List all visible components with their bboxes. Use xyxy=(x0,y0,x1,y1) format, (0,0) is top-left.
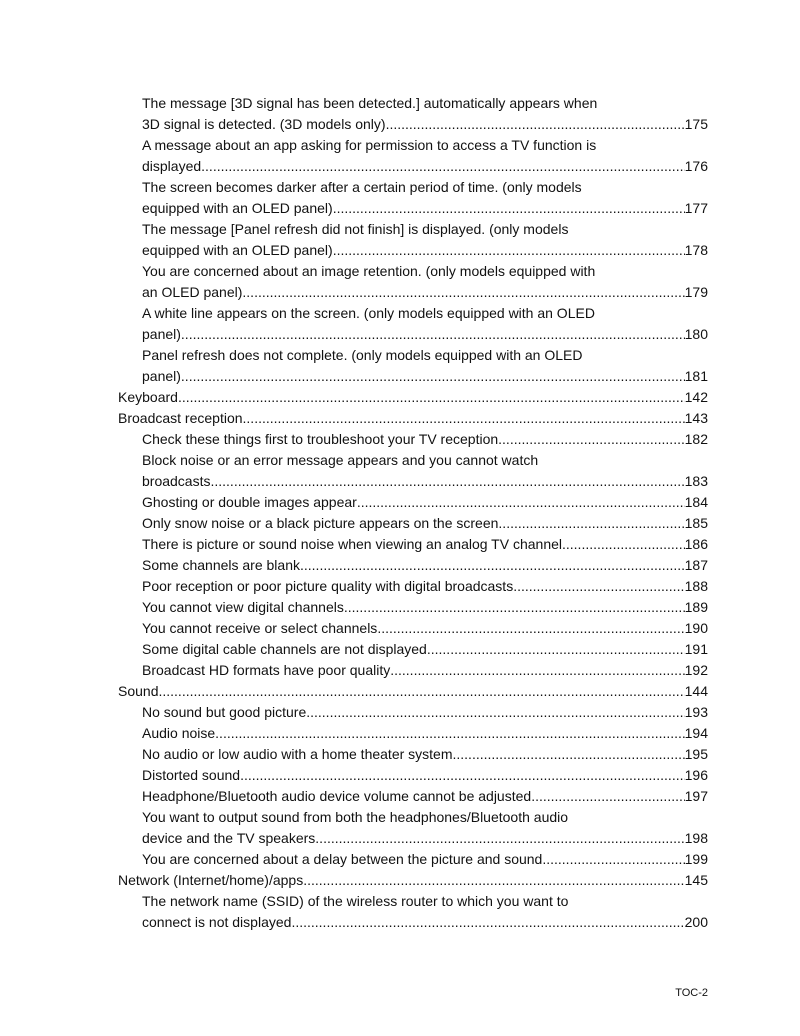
toc-entry-title: A white line appears on the screen. (only models equipped with an OLED xyxy=(142,305,595,321)
toc-entry[interactable] xyxy=(118,387,708,408)
toc-entry-title: A message about an app asking for permission to access a TV function is xyxy=(142,137,597,153)
toc-entry-title: You are concerned about an image retention. (only models equipped with xyxy=(142,263,596,279)
toc-entry-title: Headphone/Bluetooth audio device volume cannot be adjusted xyxy=(142,788,532,804)
toc-entry-line xyxy=(118,135,708,156)
toc-entry-title: panel) xyxy=(142,326,181,342)
toc-entry-title: equipped with an OLED panel) xyxy=(142,200,333,216)
toc-entry-title: Block noise or an error message appears and you cannot watch xyxy=(142,452,539,468)
toc-entry[interactable] xyxy=(118,534,708,555)
toc-entry-title: Broadcast HD formats have poor quality xyxy=(142,662,391,678)
toc-entry[interactable] xyxy=(118,660,708,681)
toc-entry[interactable] xyxy=(118,723,708,744)
toc-page-number: 191 xyxy=(684,641,708,657)
toc-entry-final-line xyxy=(118,408,708,429)
toc-entry-line xyxy=(118,891,708,912)
dot-leader xyxy=(210,471,684,492)
toc-entry-final-line xyxy=(118,429,708,450)
toc-entry[interactable] xyxy=(118,408,708,429)
dot-leader xyxy=(427,639,685,660)
toc-entry-title: Some digital cable channels are not displayed xyxy=(142,641,427,657)
toc-entry-line xyxy=(118,261,708,282)
toc-entry[interactable] xyxy=(118,681,708,702)
dot-leader xyxy=(542,849,684,870)
toc-entry-final-line xyxy=(118,786,708,807)
toc-entry[interactable] xyxy=(118,135,708,177)
dot-leader xyxy=(306,702,684,723)
toc-entry[interactable] xyxy=(118,345,708,387)
toc-entry-final-line xyxy=(118,597,708,618)
toc-entry-final-line xyxy=(118,765,708,786)
toc-entry[interactable] xyxy=(118,849,708,870)
toc-page-number: 144 xyxy=(684,683,708,699)
dot-leader xyxy=(201,156,684,177)
toc-entry-title: device and the TV speakers xyxy=(142,830,316,846)
dot-leader xyxy=(562,534,685,555)
toc-entry-title: No audio or low audio with a home theater system xyxy=(142,746,453,762)
toc-page-number: 188 xyxy=(684,578,708,594)
dot-leader xyxy=(181,324,685,345)
toc-page-number: 180 xyxy=(684,326,708,342)
dot-leader xyxy=(291,912,684,933)
dot-leader xyxy=(333,240,685,261)
toc-entry-final-line xyxy=(118,639,708,660)
toc-entry-title: Audio noise xyxy=(142,725,216,741)
toc-entry-final-line xyxy=(118,912,708,933)
toc-entry-final-line xyxy=(118,156,708,177)
toc-entry-final-line xyxy=(118,240,708,261)
toc-entry-final-line xyxy=(118,492,708,513)
toc-entry-line xyxy=(118,345,708,366)
toc-entry-title: displayed xyxy=(142,158,202,174)
toc-entry-title: Network (Internet/home)/apps xyxy=(118,872,304,888)
toc-page-number: 145 xyxy=(684,872,708,888)
toc-entry-line xyxy=(118,93,708,114)
toc-entry-title: 3D signal is detected. (3D models only) xyxy=(142,116,386,132)
toc-entry-title: equipped with an OLED panel) xyxy=(142,242,333,258)
toc-entry-title: The message [3D signal has been detected.] automatically appears when xyxy=(142,95,598,111)
toc-entry-title: Some channels are blank xyxy=(142,557,300,573)
toc-entry-final-line xyxy=(118,681,708,702)
toc-page-number: 181 xyxy=(684,368,708,384)
toc-entry-line xyxy=(118,450,708,471)
dot-leader xyxy=(513,576,684,597)
toc-entry-title: connect is not displayed xyxy=(142,914,292,930)
dot-leader xyxy=(453,744,685,765)
toc-entry-title: Poor reception or poor picture quality with digital broadcasts xyxy=(142,578,514,594)
toc-entry-title: You are concerned about a delay between the picture and sound xyxy=(142,851,543,867)
toc-page-number: 185 xyxy=(684,515,708,531)
toc-page-number: 199 xyxy=(684,851,708,867)
toc-entry-title: Panel refresh does not complete. (only models equipped with an OLED xyxy=(142,347,583,363)
toc-page-number: 179 xyxy=(684,284,708,300)
toc-entry-title: You cannot receive or select channels xyxy=(142,620,378,636)
dot-leader xyxy=(344,597,685,618)
toc-entry-title: You cannot view digital channels xyxy=(142,599,344,615)
dot-leader xyxy=(498,513,684,534)
toc-entry-final-line xyxy=(118,702,708,723)
toc-entry-final-line xyxy=(118,744,708,765)
toc-page-number: 190 xyxy=(684,620,708,636)
dot-leader xyxy=(386,114,685,135)
toc-entry[interactable] xyxy=(118,597,708,618)
toc-entry-title: Broadcast reception xyxy=(118,410,243,426)
toc-page-number: 182 xyxy=(684,431,708,447)
toc-entry[interactable] xyxy=(118,744,708,765)
toc-page-number: 197 xyxy=(684,788,708,804)
toc-entry-title: Ghosting or double images appear xyxy=(142,494,357,510)
toc-page-number: 186 xyxy=(684,536,708,552)
page-footer-label: TOC-2 xyxy=(675,987,708,999)
dot-leader xyxy=(215,723,684,744)
toc-entry-final-line xyxy=(118,282,708,303)
dot-leader xyxy=(158,681,684,702)
toc-entry[interactable] xyxy=(118,702,708,723)
toc-page-number: 184 xyxy=(684,494,708,510)
toc-page-number: 187 xyxy=(684,557,708,573)
toc-page-number: 143 xyxy=(684,410,708,426)
toc-entry-final-line xyxy=(118,324,708,345)
toc-entry-title: broadcasts xyxy=(142,473,211,489)
toc-entry[interactable] xyxy=(118,429,708,450)
toc-entry-final-line xyxy=(118,471,708,492)
toc-entry[interactable] xyxy=(118,618,708,639)
toc-page-number: 196 xyxy=(684,767,708,783)
toc-entry-final-line xyxy=(118,849,708,870)
toc-entry-title: Only snow noise or a black picture appears on the screen xyxy=(142,515,499,531)
toc-page-number: 177 xyxy=(684,200,708,216)
toc-entry[interactable] xyxy=(118,765,708,786)
toc-entry-final-line xyxy=(118,534,708,555)
toc-entry[interactable] xyxy=(118,177,708,219)
toc-entry-line xyxy=(118,219,708,240)
toc-entry-line xyxy=(118,177,708,198)
toc-entry-title: There is picture or sound noise when viewing an analog TV channel xyxy=(142,536,562,552)
toc-entry-title: The screen becomes darker after a certain period of time. (only models xyxy=(142,179,582,195)
toc-page-number: 195 xyxy=(684,746,708,762)
toc-entry-title: Keyboard xyxy=(118,389,178,405)
table-of-contents xyxy=(118,93,708,933)
dot-leader xyxy=(243,408,685,429)
toc-entry-title: Sound xyxy=(118,683,159,699)
toc-entry[interactable] xyxy=(118,219,708,261)
toc-entry-title: an OLED panel) xyxy=(142,284,243,300)
dot-leader xyxy=(181,366,685,387)
toc-entry-title: The message [Panel refresh did not finish] is displayed. (only models xyxy=(142,221,569,237)
toc-entry[interactable] xyxy=(118,303,708,345)
toc-entry-final-line xyxy=(118,828,708,849)
toc-entry-title: Distorted sound xyxy=(142,767,241,783)
dot-leader xyxy=(315,828,684,849)
toc-page-number: 176 xyxy=(684,158,708,174)
dot-leader xyxy=(300,555,685,576)
toc-page-number: 178 xyxy=(684,242,708,258)
toc-entry[interactable] xyxy=(118,576,708,597)
toc-entry-final-line xyxy=(118,387,708,408)
toc-entry-title: Check these things first to troubleshoot your TV reception xyxy=(142,431,499,447)
toc-entry[interactable] xyxy=(118,555,708,576)
toc-entry[interactable] xyxy=(118,261,708,303)
toc-entry-title: panel) xyxy=(142,368,181,384)
dot-leader xyxy=(240,765,685,786)
dot-leader xyxy=(178,387,685,408)
dot-leader xyxy=(357,492,685,513)
toc-entry-final-line xyxy=(118,513,708,534)
dot-leader xyxy=(531,786,684,807)
dot-leader xyxy=(303,870,684,891)
toc-entry-final-line xyxy=(118,618,708,639)
toc-entry[interactable] xyxy=(118,786,708,807)
toc-entry[interactable] xyxy=(118,492,708,513)
toc-page-number: 142 xyxy=(684,389,708,405)
dot-leader xyxy=(390,660,684,681)
toc-page-number: 198 xyxy=(684,830,708,846)
toc-page-number: 200 xyxy=(684,914,708,930)
toc-entry[interactable] xyxy=(118,807,708,849)
toc-page-number: 175 xyxy=(684,116,708,132)
toc-entry-final-line xyxy=(118,114,708,135)
toc-entry-final-line xyxy=(118,576,708,597)
dot-leader xyxy=(333,198,685,219)
toc-entry[interactable] xyxy=(118,639,708,660)
toc-entry-final-line xyxy=(118,723,708,744)
toc-entry[interactable] xyxy=(118,93,708,135)
toc-entry-title: You want to output sound from both the headphones/Bluetooth audio xyxy=(142,809,569,825)
toc-entry-title: No sound but good picture xyxy=(142,704,307,720)
dot-leader xyxy=(498,429,684,450)
toc-page-number: 189 xyxy=(684,599,708,615)
toc-entry-final-line xyxy=(118,366,708,387)
toc-entry-final-line xyxy=(118,198,708,219)
toc-entry[interactable] xyxy=(118,891,708,933)
toc-entry-line xyxy=(118,303,708,324)
toc-entry-final-line xyxy=(118,660,708,681)
toc-page-number: 183 xyxy=(684,473,708,489)
toc-entry-title: The network name (SSID) of the wireless router to which you want to xyxy=(142,893,569,909)
toc-entry[interactable] xyxy=(118,513,708,534)
toc-entry-final-line xyxy=(118,555,708,576)
dot-leader xyxy=(242,282,684,303)
toc-entry[interactable] xyxy=(118,870,708,891)
toc-entry[interactable] xyxy=(118,450,708,492)
toc-entry-line xyxy=(118,807,708,828)
dot-leader xyxy=(377,618,684,639)
toc-page-number: 192 xyxy=(684,662,708,678)
toc-page-number: 193 xyxy=(684,704,708,720)
toc-entry-final-line xyxy=(118,870,708,891)
toc-page-number: 194 xyxy=(684,725,708,741)
